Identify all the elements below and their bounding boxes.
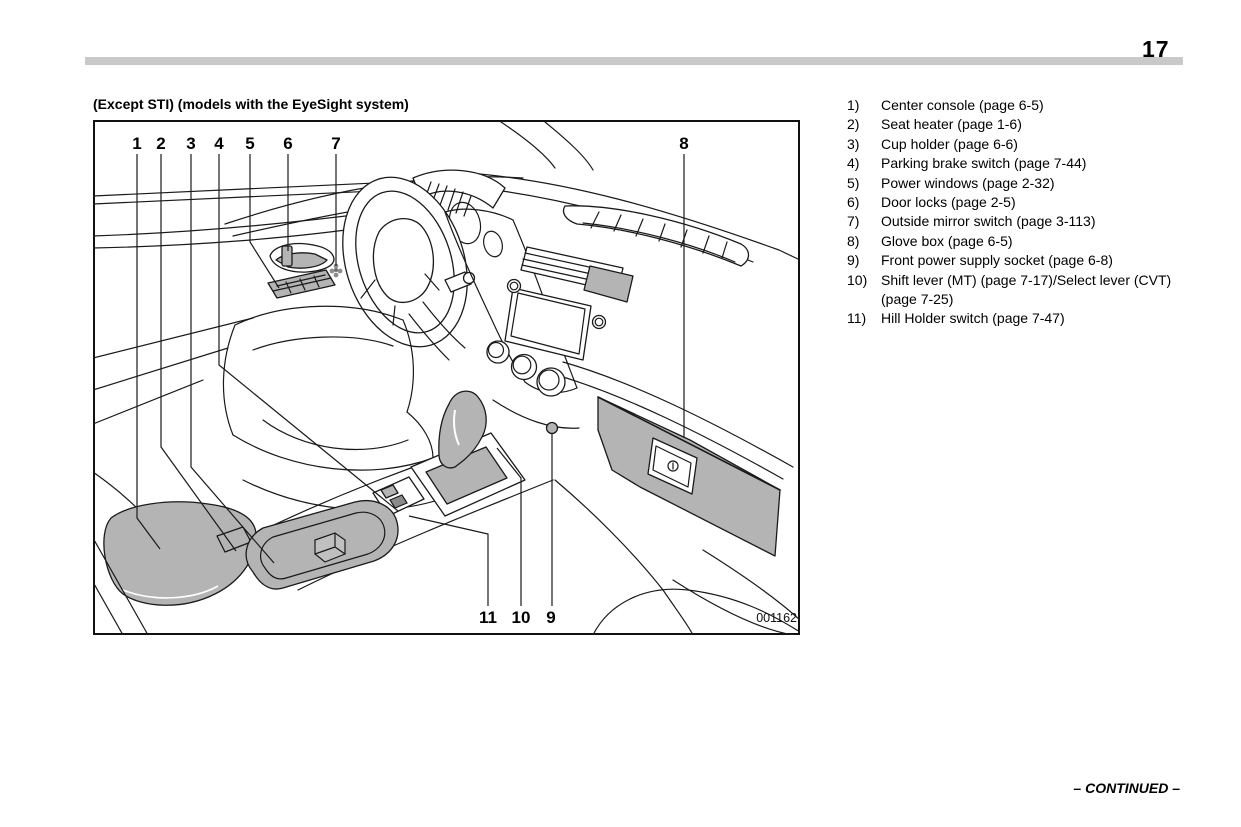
callout-7: 7: [331, 134, 341, 153]
legend-item-num: 3): [847, 135, 860, 152]
legend-item-num: 11): [847, 310, 867, 327]
callout-6: 6: [283, 134, 293, 153]
legend-item-text: Outside mirror switch (page 3-113): [881, 213, 1096, 230]
interior-diagram: [93, 120, 800, 635]
legend-item-text: Shift lever (MT) (page 7-17)/Select lever (CVT) (page 7-25): [881, 271, 1172, 308]
power-socket: [547, 423, 558, 434]
legend-item: [847, 309, 1181, 328]
legend-item: [847, 251, 1181, 270]
screen-knob-left: [508, 280, 521, 293]
legend-item-num: 2): [847, 116, 860, 133]
legend-item: [847, 174, 1181, 193]
legend-item-text: Hill Holder switch (page 7-47): [881, 310, 1065, 327]
legend-item-text: Parking brake switch (page 7-44): [881, 155, 1087, 172]
legend-item-text: Power windows (page 2-32): [881, 174, 1055, 191]
continued-label: – CONTINUED –: [1073, 780, 1180, 796]
legend-item-num: 10): [847, 271, 868, 288]
legend-item-num: 7): [847, 213, 860, 230]
callout-11: 11: [479, 608, 497, 627]
page-number: 17: [1142, 36, 1170, 62]
hvac-dial-2: [512, 355, 537, 380]
legend-item-text: Cup holder (page 6-6): [881, 135, 1018, 152]
callout-4: 4: [214, 134, 224, 153]
legend-item-num: 5): [847, 174, 860, 191]
callout-8: 8: [679, 134, 689, 153]
legend-item-text: Front power supply socket (page 6-8): [881, 252, 1113, 269]
legend-item-text: Door locks (page 2-5): [881, 194, 1016, 211]
image-code: 001162: [756, 611, 797, 625]
legend-list: [847, 96, 1181, 329]
door-lock-knob: [282, 246, 292, 266]
figure-caption: (Except STI) (models with the EyeSight system): [93, 96, 409, 112]
legend-item: [847, 193, 1181, 212]
legend-item-num: 9): [847, 252, 860, 269]
legend-item: [847, 154, 1181, 173]
header-rule: [85, 57, 1183, 65]
legend-item-text: Seat heater (page 1-6): [881, 116, 1022, 133]
legend-item-num: 8): [847, 232, 860, 249]
legend-item: [847, 96, 1181, 115]
screen-knob-right: [593, 316, 606, 329]
callout-3: 3: [186, 134, 196, 153]
callout-9: 9: [546, 608, 556, 627]
callout-10: 10: [511, 608, 531, 627]
legend-item-num: 6): [847, 194, 860, 211]
callout-2: 2: [156, 134, 166, 153]
callout-5: 5: [245, 134, 255, 153]
legend-item: [847, 135, 1181, 154]
legend-item-num: 4): [847, 155, 860, 172]
wheel-center-pad: [373, 219, 433, 303]
legend-item: [847, 271, 1181, 310]
legend-item-text: Center console (page 6-5): [881, 97, 1044, 113]
legend-item-text: Glove box (page 6-5): [881, 232, 1013, 249]
legend-item-num: 1): [847, 97, 860, 113]
legend-item: [847, 115, 1181, 134]
legend-item: [847, 232, 1181, 251]
legend-item: [847, 212, 1181, 231]
hvac-dial-3: [537, 368, 565, 396]
callout-1: 1: [132, 134, 142, 153]
